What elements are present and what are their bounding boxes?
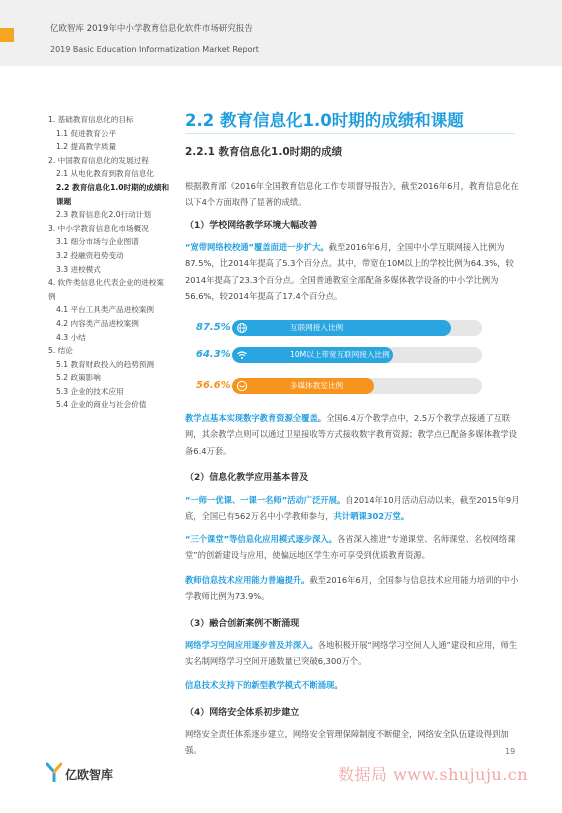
- toc-item[interactable]: 2.3 教育信息化2.0行动计划: [56, 210, 151, 220]
- body-text: 全国6.4万个教学点中，2.5万个教学点接通了互联网，其余教学点则可以通过卫星接收等方式接收数字教育资源；教学点已配备多媒体教学设备6.4万套。: [185, 413, 517, 456]
- toc-item[interactable]: 2.1 从电化教育到教育信息化: [56, 169, 155, 179]
- toc-item[interactable]: 3.2 投融资趋势变动: [56, 250, 124, 260]
- bar-label: 多媒体教室比例: [290, 381, 344, 390]
- page-number: 19: [505, 747, 516, 756]
- bar-label: 10M以上带宽互联网接入比例: [290, 350, 390, 359]
- toc-item[interactable]: 2. 中国教育信息化的发展过程: [48, 155, 149, 165]
- section-2-paragraph-2: [185, 531, 520, 564]
- section-title: 2.2 教育信息化1.0时期的成绩和课题: [185, 111, 464, 130]
- toc-item[interactable]: 4. 软件类信息化代表企业的进校案例: [48, 278, 164, 301]
- highlight-text: “宽带网络校校通”覆盖面进一步扩大。: [185, 242, 329, 252]
- section-3-paragraph-2: [185, 677, 520, 693]
- toc-item[interactable]: 3.1 细分市场与企业图谱: [56, 237, 139, 247]
- body-text: 各地积极开展“网络学习空间人人通”建设和应用，师生实名制网络学习空间开通数量已突破6,300万个。: [185, 640, 518, 667]
- section-4-paragraph-1: 网络安全责任体系逐步建立，网络安全管理保障制度不断健全，网络安全队伍建设得到加强。: [185, 729, 509, 756]
- bar-fill: [232, 378, 374, 394]
- wifi-icon: [236, 349, 248, 361]
- section-title-rule: [185, 133, 515, 134]
- subsection-title: 2.2.1 教育信息化1.0时期的成绩: [185, 146, 343, 158]
- header-title-cn: 亿欧智库 2019年中小学教育信息化软件市场研究报告: [50, 24, 253, 34]
- multimedia-icon: [236, 380, 248, 392]
- body-text: 各省深入推进“专递课堂、名师课堂、名校网络课堂”的创新建设与应用，使偏远地区学生亦可享受到优质教育资源。: [185, 534, 516, 561]
- toc-item[interactable]: 3.3 进校模式: [56, 264, 101, 274]
- toc-item-active[interactable]: 2.2 教育信息化1.0时期的成绩和课题: [56, 182, 170, 206]
- bar-track: [232, 320, 482, 336]
- logo-icon: [46, 762, 62, 782]
- toc-item[interactable]: 4.3 小结: [56, 332, 86, 342]
- highlight-text: “一师一优课、一课一名师”活动广泛开展。: [185, 495, 346, 505]
- intro-paragraph: 根据教育部《2016年全国教育信息化工作专项督导报告》，截至2016年6月，教育信息化在以下4个方面取得了显著的成绩。: [185, 181, 519, 208]
- section-1-paragraph-1: [185, 239, 520, 305]
- highlight-text: “三个课堂”等信息化应用模式逐步深入。: [185, 534, 337, 544]
- toc-item[interactable]: 5.1 教育财政投入的趋势预测: [56, 359, 155, 369]
- bar-value: 87.5%: [196, 322, 231, 333]
- bar-fill: [232, 320, 451, 336]
- stat-bar-multimedia: [196, 378, 486, 394]
- toc-item[interactable]: 5.3 企业的技术应用: [56, 386, 124, 396]
- bar-label: 互联网接入比例: [290, 323, 344, 332]
- toc-item[interactable]: 5.2 政策影响: [56, 373, 101, 383]
- header-title-en: 2019 Basic Education Informatization Market Report: [50, 45, 259, 54]
- highlight-text: 信息技术支持下的新型教学模式不断涌现。: [185, 680, 343, 690]
- bar-value: 56.6%: [196, 380, 231, 391]
- body-text: 截至2016年6月，全国参与信息技术应用能力培训的中小学教师比例为73.9%。: [185, 575, 519, 602]
- highlight-text: 教师信息技术应用能力普遍提升。: [185, 575, 310, 585]
- table-of-contents: [48, 113, 170, 412]
- bar-value: 64.3%: [196, 349, 231, 360]
- section-3-paragraph-1: [185, 637, 520, 670]
- toc-item[interactable]: 3. 中小学教育信息化市场概况: [48, 223, 149, 233]
- bar-fill: [232, 347, 393, 363]
- highlight-text: 教学点基本实现数字教育资源全覆盖。: [185, 413, 327, 423]
- stat-bar-bandwidth: [196, 347, 486, 363]
- header-accent-square: [0, 28, 14, 42]
- section-4-title: （4）网络安全体系初步建立: [185, 708, 300, 718]
- section-2-paragraph-3: [185, 572, 520, 605]
- bar-track: [232, 347, 482, 363]
- toc-item[interactable]: 1. 基础教育信息化的目标: [48, 115, 134, 124]
- toc-item[interactable]: 5.4 企业的商业与社会价值: [56, 400, 147, 410]
- highlight-text: 网络学习空间应用逐步普及并深入。: [185, 640, 318, 650]
- body-text: 截至2016年6月，全国中小学互联网接入比例为87.5%，比2014年提高了5.3个百分点。其中，带宽在10M以上的学校比例为64.3%，较2014年提高了23.3个百分点。全国普通教室全部配备多媒体教学设备的中小学比例为56.6%，较2014年提高了17.4个百分点。: [185, 242, 514, 302]
- section-3-title: （3）融合创新案例不断涌现: [185, 619, 300, 629]
- toc-item[interactable]: 5. 结论: [48, 346, 73, 356]
- section-2-title: （2）信息化教学应用基本普及: [185, 473, 309, 483]
- stat-bar-internet: [196, 320, 486, 336]
- toc-item[interactable]: 4.2 内容类产品进校案例: [56, 318, 139, 328]
- section-1-title: （1）学校网络教学环境大幅改善: [185, 221, 318, 231]
- toc-item[interactable]: 4.1 平台工具类产品进校案例: [56, 305, 155, 315]
- highlight-text: 共计晒课302万堂。: [333, 511, 409, 522]
- section-2-paragraph-1: [185, 492, 520, 525]
- section-1-paragraph-2: [185, 410, 520, 459]
- logo-text: 亿欧智库: [65, 768, 114, 782]
- bar-track: [232, 378, 482, 394]
- globe-icon: [236, 322, 248, 334]
- toc-item[interactable]: 1.1 促进教育公平: [56, 128, 117, 138]
- toc-item[interactable]: 1.2 提高教学质量: [56, 142, 117, 152]
- body-text: 自2014年10月活动启动以来，截至2015年9月底，全国已有562万名中小学教师参与，: [185, 495, 520, 522]
- watermark: 数据局 www.shujuju.cn: [338, 765, 529, 784]
